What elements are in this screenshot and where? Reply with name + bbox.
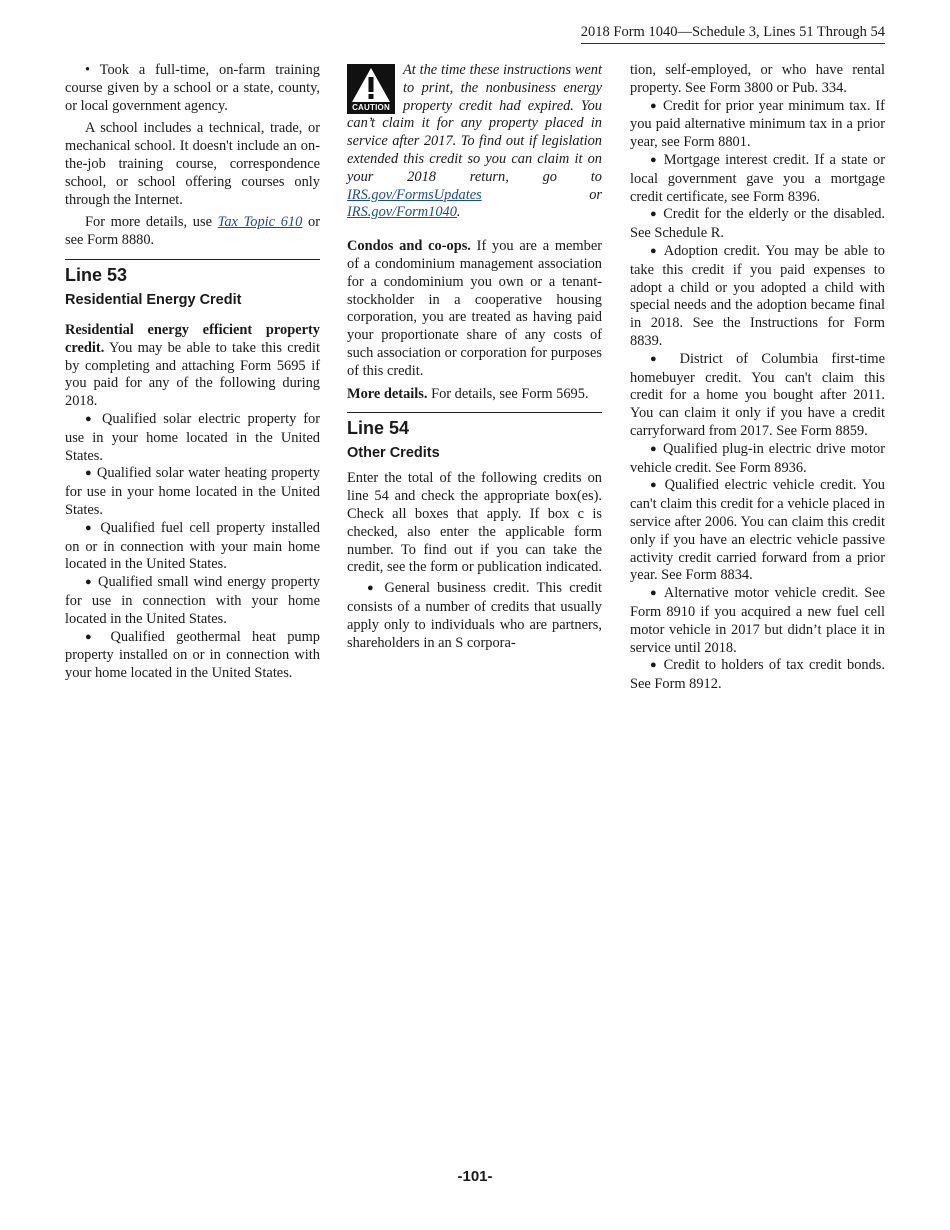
form-1040-link[interactable]: IRS.gov/Form1040 bbox=[347, 204, 457, 221]
other-credits-intro: Enter the total of the following credits on line 54 and check the appropriate box(es). Check all boxes that apply. If box c is checked, also enter the applicable form number. To find out if you can take the credit, see the form or publication indicated. bbox=[347, 470, 602, 576]
list-item: ● Qualified fuel cell property installed on or in connection with your main home located in the United States. bbox=[65, 519, 320, 573]
list-item: ● District of Columbia first-time homebuyer credit. You can't claim this credit for a home you bought after 2011. You can claim it only if you have a credit carryforward from 2017. See Form 8859. bbox=[630, 350, 885, 439]
list-item: ● Credit for the elderly or the disabled. See Schedule R. bbox=[630, 206, 885, 242]
more-details-lead: More details. bbox=[347, 385, 428, 402]
residential-energy-lead: Residential energy efficient property credit. bbox=[65, 321, 320, 356]
section-divider bbox=[347, 412, 602, 413]
list-item: ● Qualified electric vehicle credit. You can't claim this credit for a vehicle placed in service after 2006. You can claim this credit only if you have an electric vehicle passive activity credit carried forward from a prior year. See Form 8834. bbox=[630, 477, 885, 584]
column-2 bbox=[347, 62, 602, 652]
residential-energy-paragraph bbox=[65, 322, 320, 411]
list-item: ● General business credit. This credit consists of a number of credits that usually apply only to individuals who are partners, shareholders in an S corpora- bbox=[347, 580, 602, 651]
more-details-post: or see Form 8880. bbox=[65, 214, 320, 249]
list-item: ● Qualified solar water heating property for use in your home located in the United States. bbox=[65, 465, 320, 518]
list-item: ● Qualified geothermal heat pump property installed on or in connection with your home located in the United States. bbox=[65, 628, 320, 682]
line-54-subheading: Other Credits bbox=[347, 445, 440, 462]
list-item: ● Credit to holders of tax credit bonds. See Form 8912. bbox=[630, 657, 885, 693]
line-53-heading: Line 53 bbox=[65, 264, 128, 285]
caution-box bbox=[347, 62, 602, 222]
caution-text: At the time these instructions went to print, the nonbusiness energy property credit had expired. You can’t claim it for any property placed in service after 2017. To find out if legislation extended this credit so you can claim it on your 2018 return, go to IRS.gov/FormsUpdates or IRS.gov/Form1040. bbox=[347, 62, 602, 221]
page-number: -101- bbox=[457, 1168, 493, 1185]
more-details-5695-paragraph: More details. For details, see Form 5695. bbox=[347, 385, 589, 402]
column-3 bbox=[630, 62, 885, 694]
condos-paragraph: Condos and co-ops. If you are a member of a condominium management association for a condominium you own or a tenant-stockholder in a cooperative housing corporation, you are treated as having paid your proportionate share of any costs of such association or corporation for purposes of this credit. bbox=[347, 238, 603, 379]
caution-icon bbox=[347, 64, 395, 114]
line-54-heading: Line 54 bbox=[347, 418, 410, 439]
list-item: ● Qualified small wind energy property for use in connection with your home located in the United States. bbox=[65, 574, 320, 627]
list-item: ● Adoption credit. You may be able to take this credit if you paid expenses to adopt a child or you adopted a child with special needs and the adoption became final in 2018. See the Instructions for Form 8839. bbox=[630, 242, 885, 349]
section-divider bbox=[65, 259, 320, 260]
caution-label: CAUTION bbox=[352, 103, 390, 112]
continued-text: tion, self-employed, or who have rental property. See Form 3800 or Pub. 334. bbox=[630, 62, 885, 96]
more-details-paragraph bbox=[65, 214, 320, 250]
more-details-pre: For more details, use bbox=[85, 214, 218, 231]
forms-updates-link[interactable]: IRS.gov/FormsUpdates bbox=[347, 186, 482, 203]
tax-topic-610-link[interactable]: Tax Topic 610 bbox=[217, 214, 303, 231]
column-1 bbox=[65, 62, 320, 683]
list-item: ● Credit for prior year minimum tax. If you paid alternative minimum tax in a prior year, see Form 8801. bbox=[630, 97, 885, 151]
list-item: ● Mortgage interest credit. If a state or local government gave you a mortgage credit certificate, see Form 8396. bbox=[630, 151, 885, 205]
list-item: ● Qualified plug-in electric drive motor vehicle credit. See Form 8936. bbox=[630, 440, 885, 476]
list-item: ● Alternative motor vehicle credit. See Form 8910 if you acquired a new fuel cell motor vehicle in 2017 but didn’t place it in service until 2018. bbox=[630, 585, 885, 656]
running-head: 2018 Form 1040—Schedule 3, Lines 51 Through 54 bbox=[581, 24, 885, 44]
line-53-subheading: Residential Energy Credit bbox=[65, 291, 242, 308]
condos-lead: Condos and co-ops. bbox=[347, 238, 471, 255]
school-definition-paragraph: A school includes a technical, trade, or mechanical school. It doesn't include an on-the-job training course, correspondence school, or school offering courses only through the Internet. bbox=[65, 120, 320, 208]
training-course-bullet: • Took a full-time, on-farm training course given by a school or a state, county, or local government agency. bbox=[65, 62, 320, 114]
residential-energy-text: You may be able to take this credit by completing and attaching Form 5695 if you paid for any of the following during 2018. bbox=[65, 339, 320, 410]
list-item: ● Qualified solar electric property for use in your home located in the United States. bbox=[65, 410, 320, 464]
